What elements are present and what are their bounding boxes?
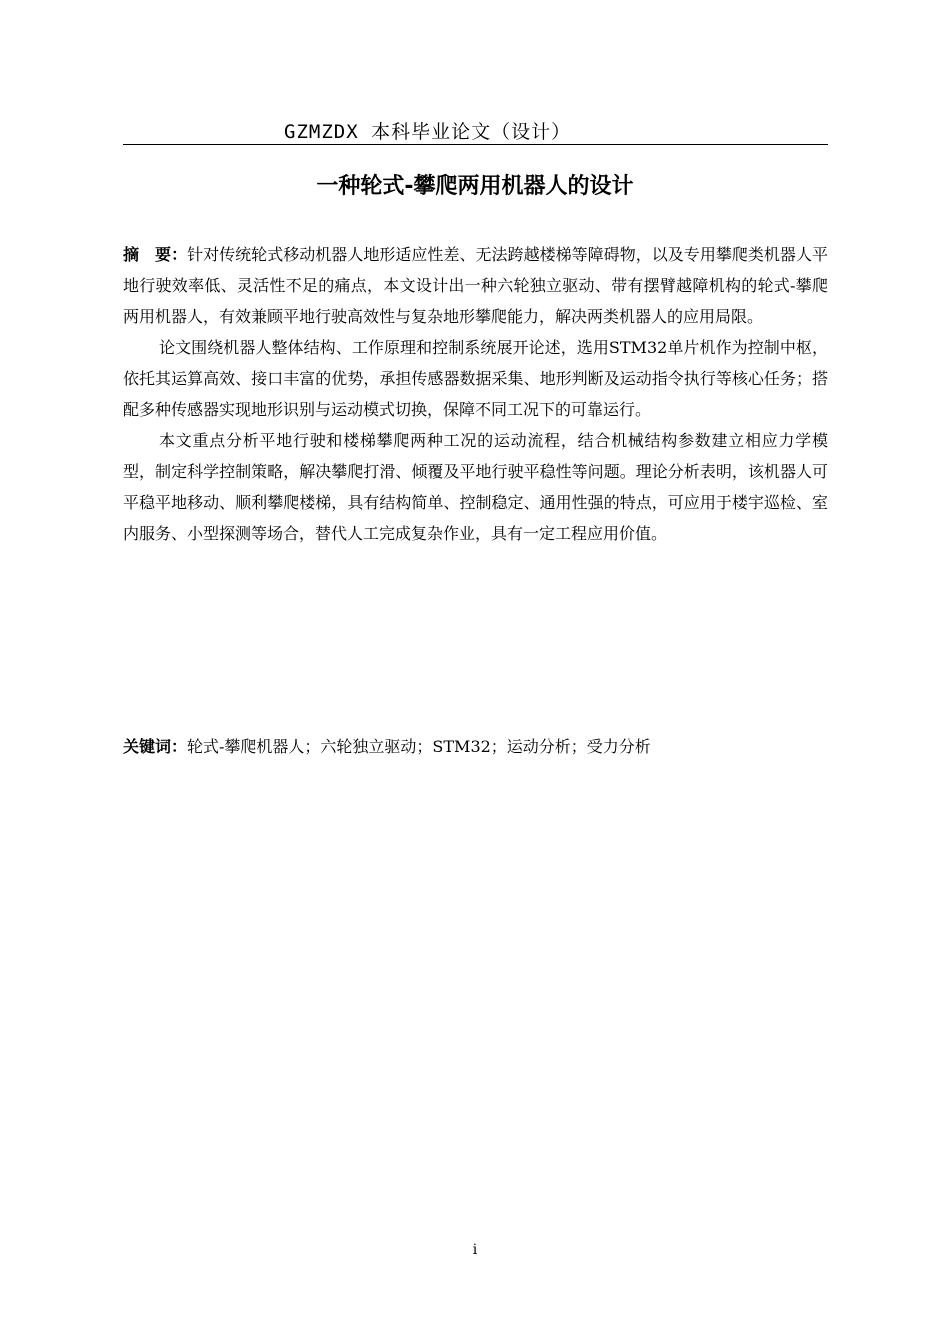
page-number: i <box>472 1242 478 1258</box>
thesis-title: 一种轮式-攀爬两用机器人的设计 <box>316 174 634 199</box>
abstract-paragraph-2: 论文围绕机器人整体结构、工作原理和控制系统展开论述，选用STM32单片机作为控制中枢，依托其运算高效、接口丰富的优势，承担传感器数据采集、地形判断及运动指令执行等核心任务；搭配多种传感器实现地形识别与运动模式切换，保障不同工况下的可靠运行。 <box>123 338 828 419</box>
abstract-label: 摘 要： <box>123 245 188 264</box>
running-header: GZMZDX 本科毕业论文（设计） <box>284 121 572 143</box>
keywords-line <box>123 733 828 761</box>
header-rule <box>123 144 828 145</box>
keywords-label: 关键词： <box>123 737 188 756</box>
abstract-paragraph-1 <box>123 239 828 332</box>
abstract-paragraph-1-text: 针对传统轮式移动机器人地形适应性差、无法跨越楼梯等障碍物，以及专用攀爬类机器人平地行驶效率低、灵活性不足的痛点，本文设计出一种六轮独立驱动、带有摆臂越障机构的轮式-攀爬两用机器人，有效兼顾平地行驶高效性与复杂地形攀爬能力，解决两类机器人的应用局限。 <box>123 245 828 326</box>
abstract-section <box>123 239 828 549</box>
keywords-text: 轮式-攀爬机器人；六轮独立驱动；STM32；运动分析；受力分析 <box>187 737 651 756</box>
abstract-paragraph-3: 本文重点分析平地行驶和楼梯攀爬两种工况的运动流程，结合机械结构参数建立相应力学模型，制定科学控制策略，解决攀爬打滑、倾覆及平地行驶平稳性等问题。理论分析表明，该机器人可平稳平地移动、顺利攀爬楼梯，具有结构简单、控制稳定、通用性强的特点，可应用于楼宇巡检、室内服务、小型探测等场合，替代人工完成复杂作业，具有一定工程应用价值。 <box>123 431 828 543</box>
